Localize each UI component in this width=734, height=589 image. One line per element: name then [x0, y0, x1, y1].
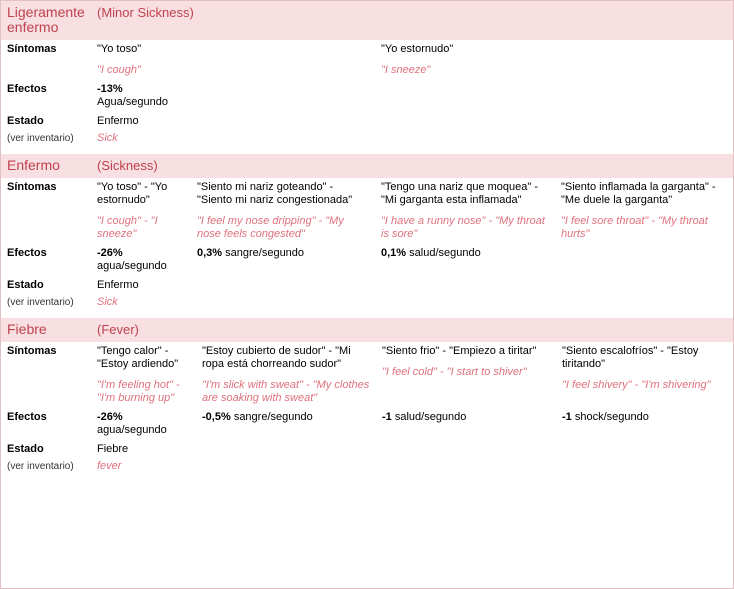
- effect-value: 0,3%: [197, 247, 223, 259]
- inventory-cell-empty: [375, 129, 555, 146]
- spacer: [382, 358, 550, 366]
- spacer: [97, 371, 190, 379]
- symptom-es: "Siento mi nariz goteando" - "Siento mi nariz congestionada": [197, 181, 353, 206]
- estado-value: Enfermo: [97, 279, 139, 291]
- spacer: [561, 207, 727, 215]
- effect-cell: [376, 406, 556, 438]
- effect-unit: shock/segundo: [574, 411, 649, 423]
- inventory-cell-empty: [196, 457, 376, 474]
- section-gap: [1, 146, 733, 154]
- symptom-es: "Siento frio" - "Empiezo a tiritar": [382, 345, 537, 357]
- symptom-cell: [191, 178, 375, 242]
- section-fever: [1, 318, 733, 474]
- estado-cell-empty: [556, 438, 733, 457]
- row-label-sintomas: Síntomas: [7, 43, 57, 55]
- symptom-cell: [91, 342, 196, 406]
- symptom-en: "I cough" - "I sneeze": [97, 215, 158, 240]
- section-header-fever: [1, 318, 733, 342]
- section-minor-sickness: [1, 1, 733, 154]
- inventory-cell-empty: [376, 457, 556, 474]
- inventory-cell-empty: [375, 293, 555, 310]
- symptom-cell: [91, 178, 191, 242]
- effect-unit: agua/segundo: [97, 260, 167, 272]
- section-header-sickness: [1, 154, 733, 178]
- symptom-en: "I have a runny nose" - "My throat is sore": [381, 215, 545, 240]
- symptom-es: "Yo estornudo": [381, 43, 454, 55]
- inventory-cell-empty: [555, 293, 733, 310]
- symptom-en: "I'm feeling hot" - "I'm burning up": [97, 379, 180, 404]
- section-subtitle: (Sickness): [97, 158, 158, 173]
- effect-cell-empty: [375, 78, 555, 110]
- section-sickness: [1, 154, 733, 318]
- spacer: [381, 56, 727, 64]
- effect-cell-empty: [555, 242, 733, 274]
- spacer: [197, 207, 369, 215]
- estado-cell-empty: [191, 274, 375, 293]
- row-label-efectos: Efectos: [7, 83, 47, 95]
- section-rows: [1, 40, 733, 154]
- symptom-es: "Yo toso" - "Yo estornudo": [97, 181, 168, 206]
- effect-cell: [191, 242, 375, 274]
- row-label-estado: Estado: [7, 115, 44, 127]
- effect-cell: [556, 406, 733, 438]
- effect-unit: Agua/segundo: [97, 96, 168, 108]
- estado-row: [1, 438, 733, 457]
- symptom-cell: [376, 342, 556, 406]
- spacer: [202, 371, 370, 379]
- inventory-value: Sick: [97, 132, 118, 144]
- effects-row: [1, 406, 733, 438]
- estado-cell-empty: [375, 110, 555, 129]
- inventory-row: [1, 457, 733, 474]
- symptom-en: "I sneeze": [381, 64, 431, 76]
- effect-cell: [196, 406, 376, 438]
- symptoms-row: [1, 342, 733, 406]
- section-header-minor-sickness: [1, 1, 733, 40]
- row-label-inventario: (ver inventario): [7, 133, 74, 144]
- estado-cell-empty: [375, 274, 555, 293]
- symptom-en: "I feel my nose dripping" - "My nose feels congested": [197, 215, 344, 240]
- estado-cell-empty: [196, 438, 376, 457]
- row-label-estado: Estado: [7, 279, 44, 291]
- effect-value: -26%: [97, 411, 123, 423]
- symptom-en: "I'm slick with sweat" - "My clothes are soaking with sweat": [202, 379, 370, 404]
- effect-unit: salud/segundo: [409, 247, 481, 259]
- section-title: Ligeramente enfermo: [7, 4, 85, 35]
- row-label-efectos: Efectos: [7, 411, 47, 423]
- inventory-value: fever: [97, 460, 122, 472]
- symptoms-row: [1, 178, 733, 242]
- effect-unit: sangre/segundo: [225, 247, 305, 259]
- section-subtitle: (Minor Sickness): [97, 5, 194, 20]
- spacer: [97, 207, 185, 215]
- estado-value: Enfermo: [97, 115, 139, 127]
- effect-unit: agua/segundo: [97, 424, 167, 436]
- inventory-cell-empty: [556, 457, 733, 474]
- symptom-en: "I cough": [97, 64, 141, 76]
- symptom-es: "Tengo una nariz que moquea" - "Mi garganta esta inflamada": [381, 181, 539, 206]
- symptom-es: "Yo toso": [97, 43, 142, 55]
- section-rows: [1, 178, 733, 318]
- inventory-row: [1, 293, 733, 310]
- inventory-row: [1, 129, 733, 146]
- spacer: [381, 207, 549, 215]
- effect-value: -0,5%: [202, 411, 231, 423]
- symptoms-row: [1, 40, 733, 78]
- symptom-cell: [375, 40, 733, 78]
- inventory-value: Sick: [97, 296, 118, 308]
- effect-cell: [91, 242, 191, 274]
- effect-value: -1: [562, 411, 572, 423]
- effect-value: 0,1%: [381, 247, 407, 259]
- estado-row: [1, 110, 733, 129]
- inventory-cell-empty: [191, 293, 375, 310]
- effects-row: [1, 242, 733, 274]
- estado-cell-empty: [555, 110, 733, 129]
- symptom-cell: [196, 342, 376, 406]
- estado-cell-empty: [376, 438, 556, 457]
- section-rows: [1, 342, 733, 474]
- estado-row: [1, 274, 733, 293]
- section-gap: [1, 310, 733, 318]
- spacer: [97, 56, 369, 64]
- effect-value: -1: [382, 411, 392, 423]
- symptom-es: "Estoy cubierto de sudor" - "Mi ropa está chorreando sudor": [202, 345, 351, 370]
- row-label-sintomas: Síntomas: [7, 181, 57, 193]
- section-title: Fiebre: [7, 321, 47, 337]
- symptom-en: "I feel cold" - "I start to shiver": [382, 366, 527, 378]
- symptom-es: "Siento escalofríos" - "Estoy tiritando": [562, 345, 699, 370]
- symptom-en: "I feel sore throat" - "My throat hurts": [561, 215, 708, 240]
- row-label-efectos: Efectos: [7, 247, 47, 259]
- row-label-inventario: (ver inventario): [7, 297, 74, 308]
- section-subtitle: (Fever): [97, 322, 139, 337]
- estado-value: Fiebre: [97, 443, 129, 455]
- effect-cell: [91, 406, 196, 438]
- effect-cell-empty: [555, 78, 733, 110]
- estado-cell-empty: [555, 274, 733, 293]
- symptom-es: "Tengo calor" - "Estoy ardiendo": [97, 345, 179, 370]
- effect-unit: salud/segundo: [394, 411, 467, 423]
- symptom-es: "Siento inflamada la garganta" - "Me duele la garganta": [561, 181, 716, 206]
- effect-cell: [91, 78, 375, 110]
- symptom-cell: [375, 178, 555, 242]
- row-label-inventario: (ver inventario): [7, 461, 74, 472]
- symptom-cell: [555, 178, 733, 242]
- effect-value: -13%: [97, 83, 123, 95]
- row-label-sintomas: Síntomas: [7, 345, 57, 357]
- effect-unit: sangre/segundo: [233, 411, 313, 423]
- effects-row: [1, 78, 733, 110]
- section-title: Enfermo: [7, 157, 60, 173]
- spacer: [562, 371, 727, 379]
- symptom-cell: [556, 342, 733, 406]
- symptom-cell: [91, 40, 375, 78]
- inventory-cell-empty: [555, 129, 733, 146]
- effect-value: -26%: [97, 247, 123, 259]
- effect-cell: [375, 242, 555, 274]
- row-label-estado: Estado: [7, 443, 44, 455]
- symptom-en: "I feel shivery" - "I'm shivering": [562, 379, 711, 391]
